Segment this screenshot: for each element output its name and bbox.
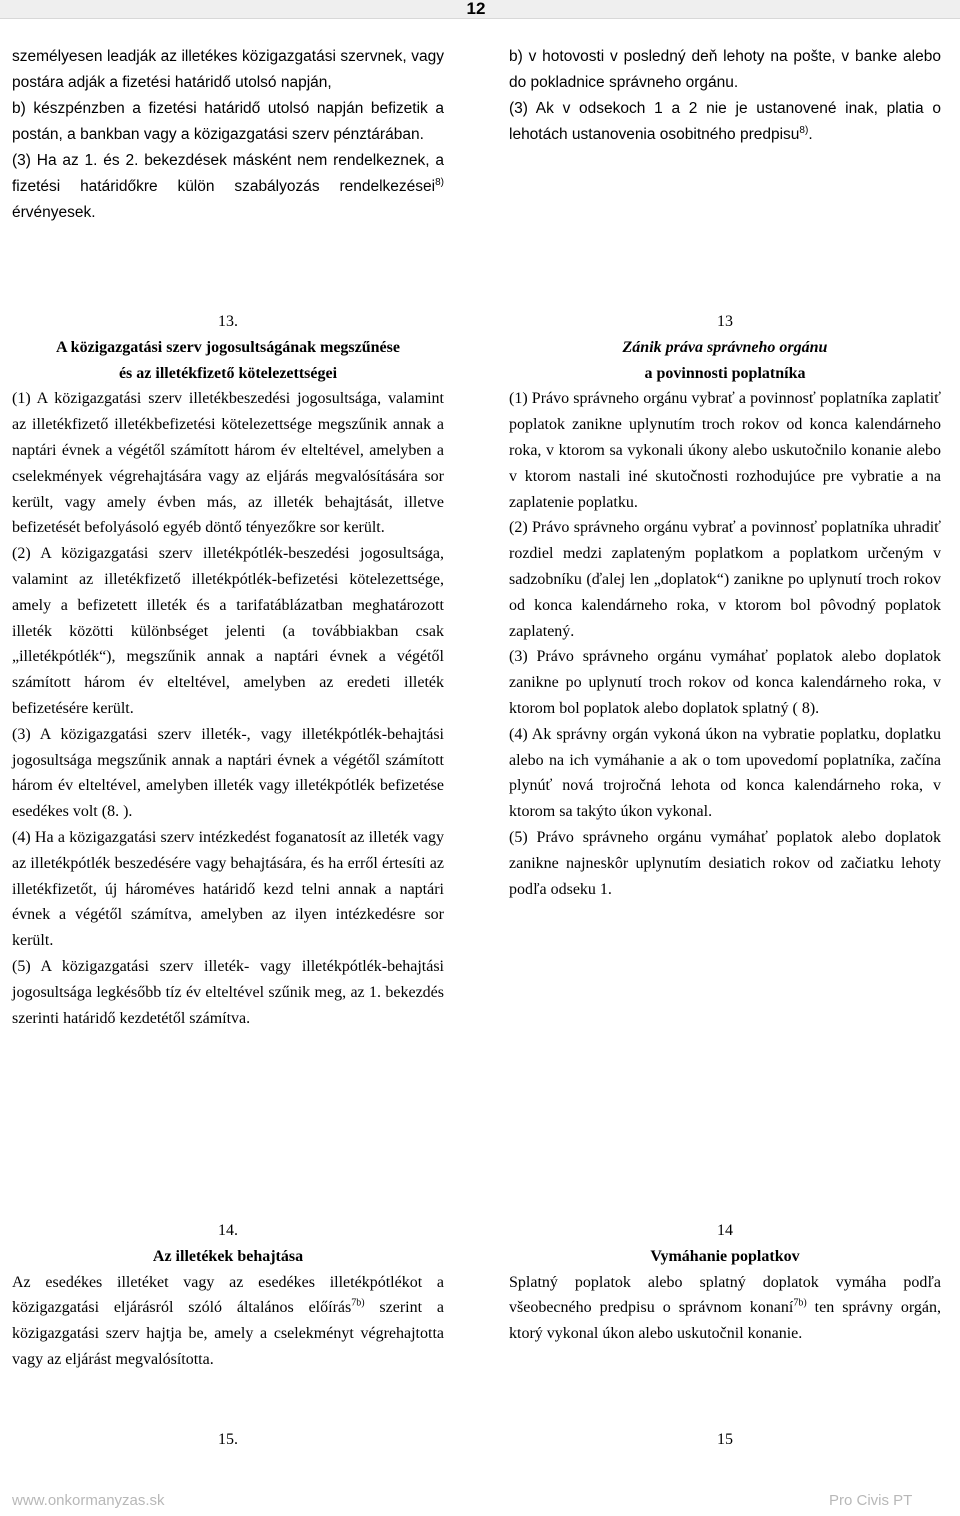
section-13-heading-sk: 13 — [717, 313, 733, 330]
footer-publisher: Pro Civis PT — [829, 1492, 913, 1509]
right-section-14 — [509, 1218, 941, 1347]
left-intro — [12, 44, 444, 226]
section-13-sk-paragraph-1: (1) Právo správneho orgánu vybrať a povinnosť poplatníka zaplatiť poplatok zanikne uplynutím troch rokov od konca kalendárneho roka, v ktorom sa vykonali úkony alebo uskutočnilo konanie alebo v ktorom nastali iné skutočnosti rozhodujúce pre vybratie a na zaplatenie poplatku. — [509, 390, 941, 511]
section-13-hu-paragraph-2: (2) A közigazgatási szerv illetékpótlék-beszedési jogosultsága, valamint az illetékfizető illetékpótlék-befizetési kötelezettsége, amely a befizetett illeték és a tarifatáblázatban meghatározott illeték közötti különbséget jelenti (a továbbiakban csak „illetékpótlék“), megszűnik annak a naptári évnek a végétől számított három év elteltével, amelyben az eredeti illeték befizetésére került. — [12, 545, 444, 717]
section-14-hu-paragraph: Az esedékes illetéket vagy az esedékes illetékpótlékot a közigazgatási eljárásról szóló általános előírás$^{7b)}$ szerint a közigazgatási szerv hajtja be, amely a cselekményt végrehajtotta vagy az eljárást megvalósította. — [12, 1273, 444, 1368]
section-15-heading-hu: 15. — [218, 1431, 238, 1448]
section-14-heading-hu: 14. — [218, 1222, 238, 1239]
right-section-13 — [509, 309, 941, 902]
section-13-sk-paragraph-2: (2) Právo správneho orgánu vybrať a povinnosť poplatníka uhradiť rozdiel medzi zaplateným poplatkom a poplatkom určeným v sadzobníku (ďalej len „doplatok“) zanikne po uplynutí troch rokov od konca kalendárneho roka, v ktorom bol pôvodný poplatok zaplatený. — [509, 519, 941, 640]
left-section-13 — [12, 309, 444, 1031]
section-14-sk-paragraph: Splatný poplatok alebo splatný doplatok vymáha podľa všeobecného predpisu o správnom konaní$^{7b)}$ ten správny orgán, ktorý vykonal úkon alebo uskutočnil konanie. — [509, 1273, 941, 1343]
left-intro-paragraph-3: (3) Ha az 1. és 2. bekezdések másként nem rendelkeznek, a fizetési határidőkre külön szabályozás rendelkezései$^{8)}$ érvényesek. — [12, 152, 444, 221]
right-section-15 — [509, 1427, 941, 1453]
section-14-title-hu: Az illetékek behajtása — [152, 1247, 304, 1265]
section-13-sk-paragraph-5: (5) Právo správneho orgánu vymáhať poplatok alebo doplatok zanikne najneskôr uplynutím desiatich rokov od začiatku lehoty podľa odseku 1. — [509, 828, 941, 898]
section-13-title-sk-line1: Zánik práva správneho orgánu — [622, 338, 828, 356]
section-13-heading-hu: 13. — [218, 313, 238, 330]
left-section-15 — [12, 1427, 444, 1453]
left-intro-paragraph-2: b) készpénzben a fizetési határidő utolsó napján befizetik a postán, a bankban vagy a közigazgatási szerv pénztárában. — [12, 100, 444, 143]
left-section-14 — [12, 1218, 444, 1373]
section-13-sk-paragraph-4: (4) Ak správny orgán vykoná úkon na vybratie poplatku, doplatku alebo na ich vymáhanie a ak o tom upovedomí poplatníka, začína plynúť nová trojročná lehota od konca kalendárneho roka, v ktorom sa takýto úkon vykonal. — [509, 725, 941, 821]
page-number-bar — [0, 0, 960, 19]
right-intro — [509, 44, 941, 148]
section-14-title-sk: Vymáhanie poplatkov — [650, 1247, 800, 1265]
section-15-heading-sk: 15 — [717, 1431, 733, 1448]
section-13-hu-paragraph-3: (3) A közigazgatási szerv illeték-, vagy illetékpótlék-behajtási jogosultsága megszűnik annak a naptári évnek a végétől számított három év elteltével, amelyben illeték vagy illetékpótlék befizetése esedékes volt (8. ). — [12, 725, 444, 821]
right-intro-paragraph-2: (3) Ak v odsekoch 1 a 2 nie je ustanovené inak, platia o lehotách ustanovenia osobitného predpisu$^{8)}$. — [509, 100, 941, 143]
footer-website: www.onkormanyzas.sk — [12, 1492, 165, 1509]
section-13-hu-paragraph-1: (1) A közigazgatási szerv illetékbeszedési jogosultsága, valamint az illetékfizető illetékbefizetési kötelezettsége megszűnik annak a naptári évnek a végétől számított három év elteltével, amelyben a cselekmények végrehajtására vagy az eljárás megvalósítására sor került, vagy amely évben más, az illeték behajtását, illetve befizetését befolyásoló egyéb döntő tényezőkre sor került. — [12, 390, 444, 537]
section-14-heading-sk: 14 — [717, 1222, 733, 1239]
section-13-title-hu-line1: A közigazgatási szerv jogosultságának megszűnése — [56, 338, 400, 356]
page-number: 12 — [466, 0, 486, 18]
right-intro-paragraph-1: b) v hotovosti v posledný deň lehoty na pošte, v banke alebo do pokladnice správneho orgánu. — [509, 48, 941, 91]
left-intro-paragraph-1: személyesen leadják az illetékes közigazgatási szervnek, vagy postára adják a fizetési határidő utolsó napján, — [12, 48, 444, 91]
section-13-title-hu-line2: és az illetékfizető kötelezettségei — [118, 364, 338, 382]
section-13-hu-paragraph-4: (4) Ha a közigazgatási szerv intézkedést foganatosít az illeték vagy az illetékpótlék beszedésére vagy behajtására, és ha erről értesíti az illetékfizetőt, új hároméves határidő kezd telni annak a naptári évnek a végétől számítva, amelyben az ilyen intézkedésre sor került. — [12, 828, 444, 950]
section-13-sk-paragraph-3: (3) Právo správneho orgánu vymáhať poplatok alebo doplatok zanikne po uplynutí troch rokov od konca kalendárneho roka, v ktorom bol poplatok alebo doplatok splatný ( 8). — [509, 648, 941, 717]
section-13-title-sk-line2: a povinnosti poplatníka — [644, 364, 806, 382]
section-13-hu-paragraph-5: (5) A közigazgatási szerv illeték- vagy illetékpótlék-behajtási jogosultsága legkésőbb tíz év elteltével szűnik meg, az 1. bekezdés szerinti határidő kezdetétől számítva. — [12, 957, 444, 1027]
